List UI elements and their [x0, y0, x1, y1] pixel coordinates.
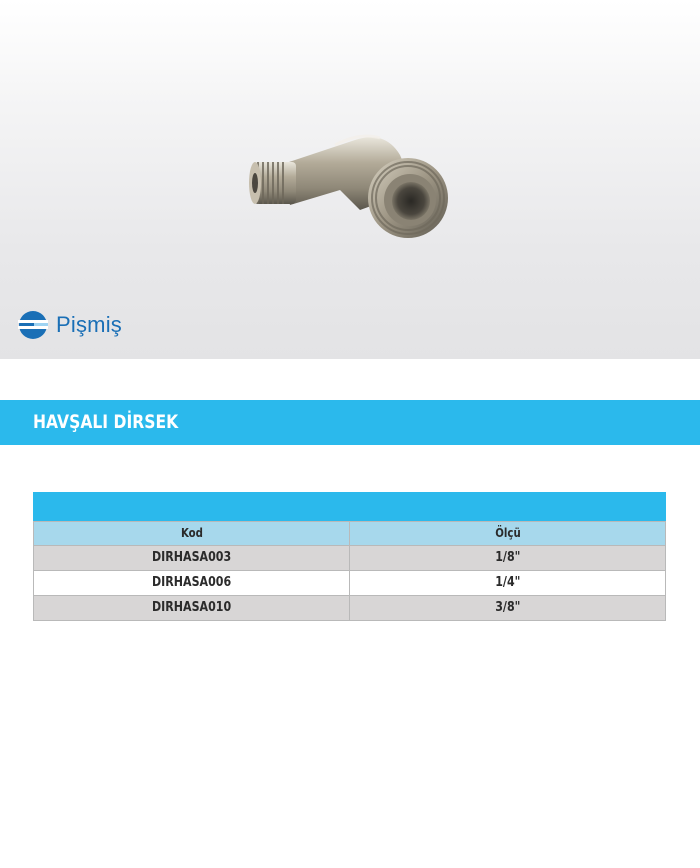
table-top-bar — [33, 492, 666, 521]
elbow-fitting-photo — [240, 110, 460, 250]
cell-kod: DIRHASA003 — [34, 546, 350, 571]
column-header-olcu: Ölçü — [350, 522, 666, 546]
table-header-row — [34, 522, 666, 546]
brand-name: Pişmiş — [56, 312, 122, 337]
spec-table-container — [33, 492, 666, 621]
hero-banner — [0, 0, 700, 359]
cell-olcu: 1/8" — [350, 546, 666, 571]
column-header-kod: Kod — [34, 522, 350, 546]
table-row — [34, 546, 666, 571]
table-row — [34, 571, 666, 596]
cell-olcu: 3/8" — [350, 596, 666, 621]
title-band — [0, 400, 700, 445]
spec-table — [33, 521, 666, 621]
page-title: HAVŞALI DİRSEK — [33, 411, 179, 433]
pismis-logo-icon — [18, 310, 48, 340]
table-row — [34, 596, 666, 621]
cell-kod: DIRHASA010 — [34, 596, 350, 621]
brand-logo-group — [18, 307, 122, 343]
cell-kod: DIRHASA006 — [34, 571, 350, 596]
cell-olcu: 1/4" — [350, 571, 666, 596]
